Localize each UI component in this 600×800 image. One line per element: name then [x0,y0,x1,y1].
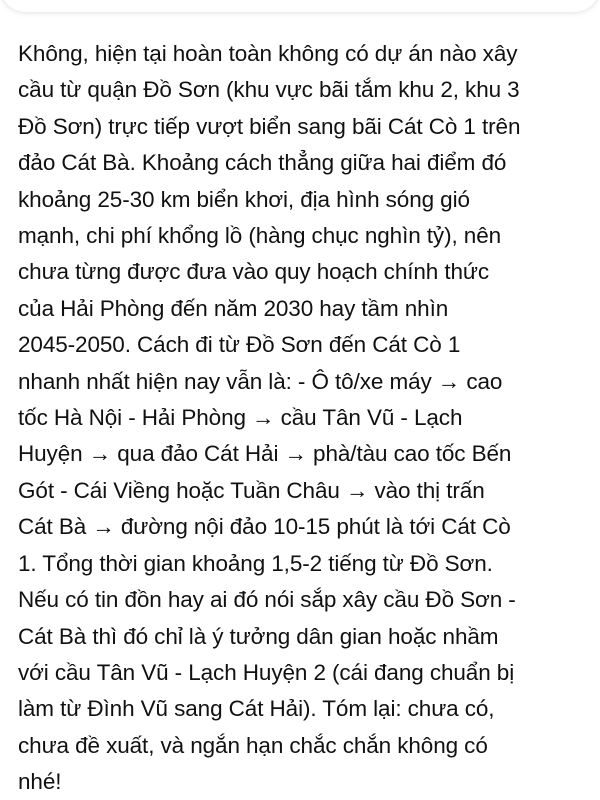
message-line: đảo Cát Bà. Khoảng cách thẳng giữa hai điểm đó [18,150,507,176]
message-line: của Hải Phòng đến năm 2030 hay tầm nhìn [18,295,449,321]
message-line: Nếu có tin đồn hay ai đó nói sắp xây cầu Đồ Sơn - [18,587,516,613]
message-line: nhanh nhất hiện nay vẫn là: - Ô tô/xe máy → cao [18,368,503,394]
message-line: chưa từng được đưa vào quy hoạch chính thức [18,259,490,285]
message-line: Gót - Cái Viềng hoặc Tuần Châu → vào thị trấn [18,477,485,503]
message-line: khoảng 25-30 km biển khơi, địa hình sóng gió [18,186,470,212]
message-line: Đồ Sơn) trực tiếp vượt biển sang bãi Cát Cò 1 trên [18,113,521,139]
message-line: làm từ Đình Vũ sang Cát Hải). Tóm lại: chưa có, [18,696,495,722]
assistant-message [18,36,588,800]
message-line: mạnh, chi phí khổng lồ (hàng chục nghìn tỷ), nên [18,223,502,249]
message-line: cầu từ quận Đồ Sơn (khu vực bãi tắm khu 2, khu 3 [18,77,520,103]
message-line: 1. Tổng thời gian khoảng 1,5-2 tiếng từ Đồ Sơn. [18,550,493,576]
message-line: với cầu Tân Vũ - Lạch Huyện 2 (cái đang chuẩn bị [18,659,515,685]
message-line: Huyện → qua đảo Cát Hải → phà/tàu cao tốc Bến [18,441,512,467]
previous-message-bubble [0,0,600,12]
message-line: Cát Bà → đường nội đảo 10-15 phút là tới Cát Cò [18,514,511,540]
message-line: nhé! [18,769,62,795]
message-line: 2045-2050. Cách đi từ Đồ Sơn đến Cát Cò 1 [18,332,461,358]
message-line: tốc Hà Nội - Hải Phòng → cầu Tân Vũ - Lạch [18,405,463,431]
message-line: chưa đề xuất, và ngắn hạn chắc chắn không có [18,732,488,758]
message-line: Cát Bà thì đó chỉ là ý tưởng dân gian hoặc nhầm [18,623,499,649]
message-line: Không, hiện tại hoàn toàn không có dự án nào xây [18,41,518,66]
